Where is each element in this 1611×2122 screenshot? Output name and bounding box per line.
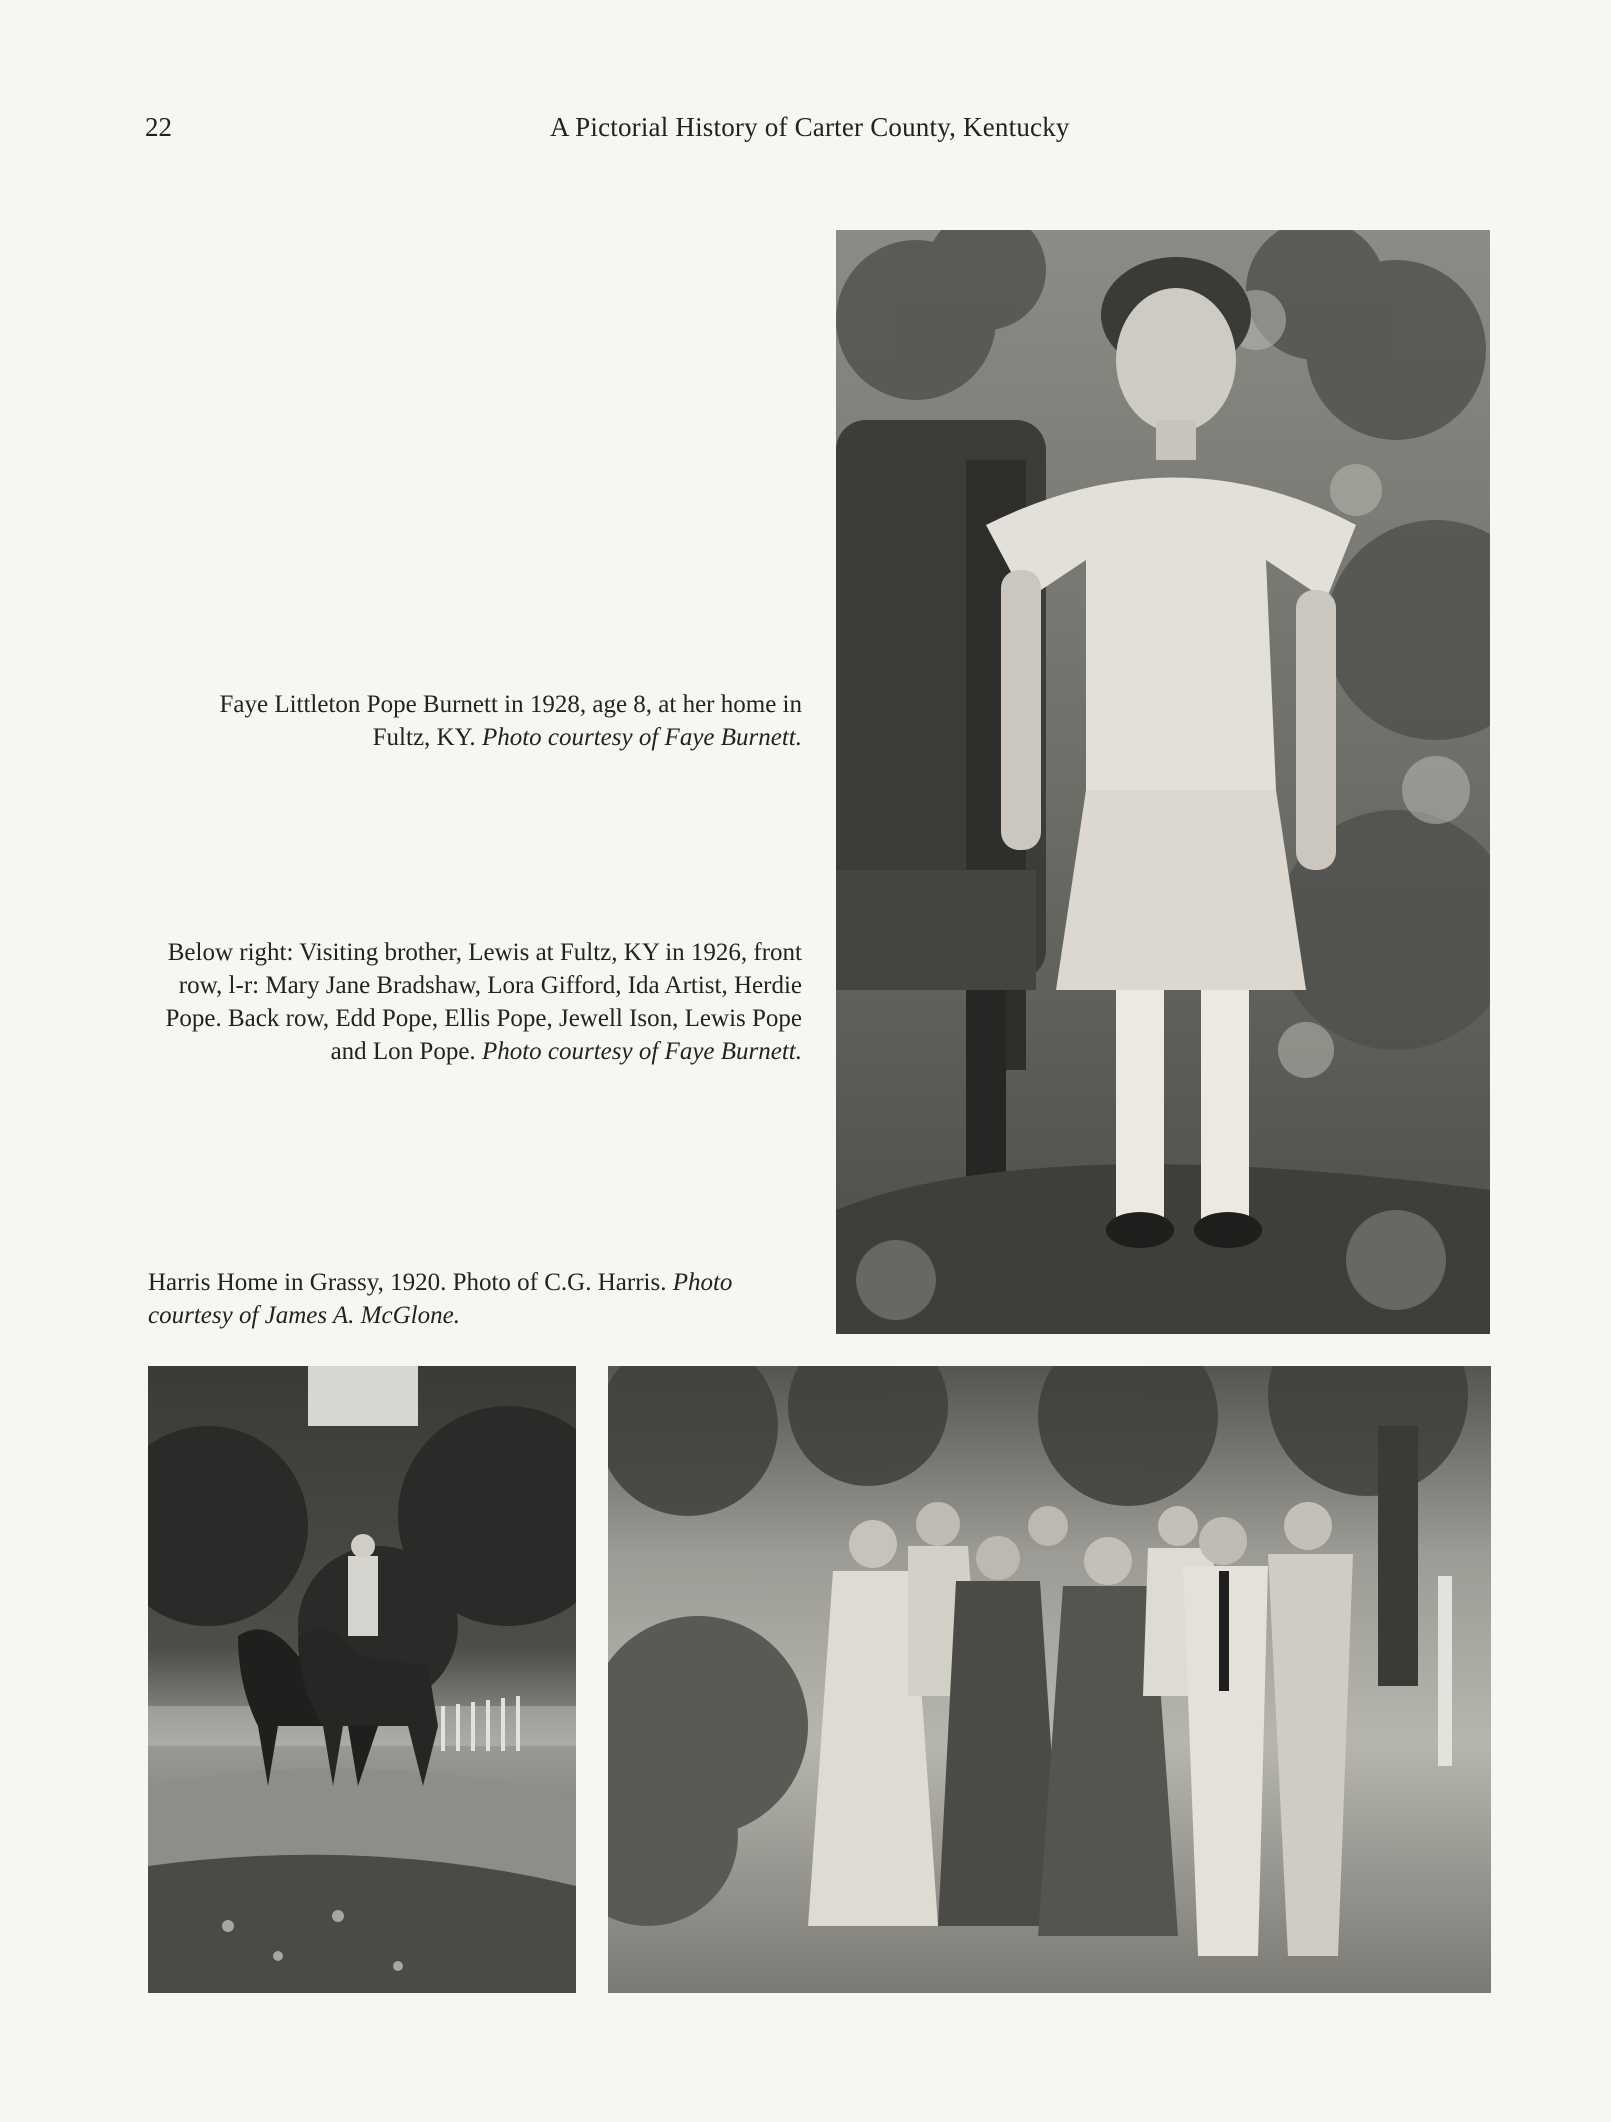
- photo-visiting-brother-group: [608, 1366, 1491, 1993]
- running-header: A Pictorial History of Carter County, Kentucky: [550, 112, 1070, 142]
- caption-harris-credit: Photo courtesy of James A. McGlone.: [148, 1269, 733, 1329]
- caption-faye-burnett: [160, 688, 802, 754]
- photo-faye-burnett: [836, 230, 1490, 1334]
- page-number: 22: [145, 112, 172, 142]
- caption-harris-text: Harris Home in Grassy, 1920. Photo of C.G. Harris.: [148, 1269, 667, 1296]
- caption-faye-text: Faye Littleton Pope Burnett in 1928, age 8, at her home in Fultz, KY.: [219, 691, 802, 751]
- caption-faye-credit: Photo courtesy of Faye Burnett.: [481, 724, 802, 751]
- caption-visiting-credit: Photo courtesy of Faye Burnett.: [481, 1038, 802, 1065]
- caption-visiting-brother: [160, 936, 802, 1068]
- caption-harris-home: [148, 1266, 808, 1332]
- caption-visiting-text: Below right: Visiting brother, Lewis at Fultz, KY in 1926, front row, l-r: Mary Jane Bradshaw, Lora Gifford, Ida Artist, Herdie Pope. Back row, Edd Pope, Ellis Pope, Jewell Ison, Lewis Pope and Lon Pope.: [165, 939, 802, 1065]
- photo-harris-home: [148, 1366, 576, 1993]
